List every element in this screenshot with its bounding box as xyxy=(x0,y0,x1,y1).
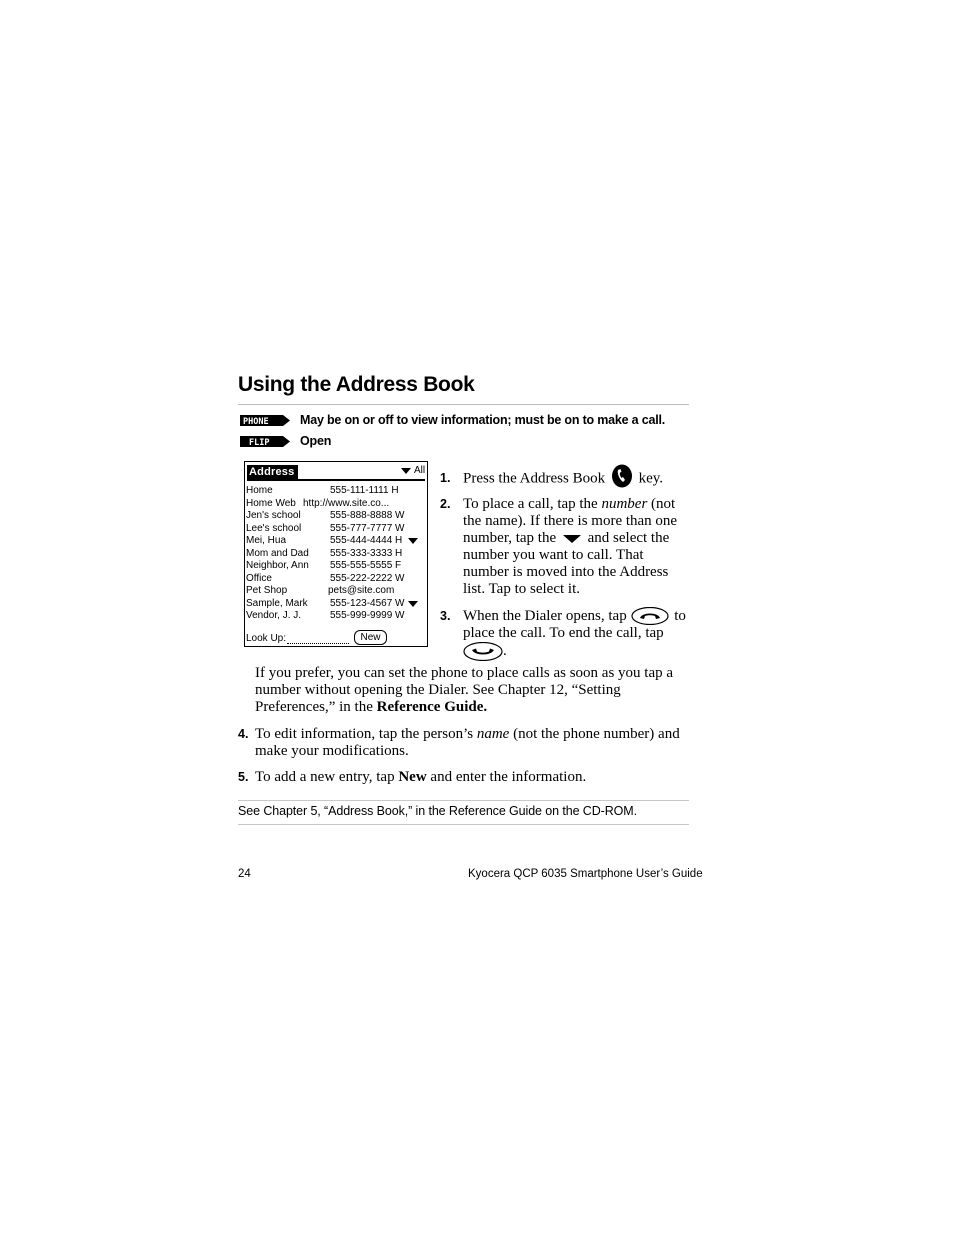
page-title: Using the Address Book xyxy=(238,373,475,396)
more-numbers-arrow-icon[interactable] xyxy=(408,601,418,607)
see-also-note: See Chapter 5, “Address Book,” in the Reference Guide on the CD-ROM. xyxy=(238,804,637,818)
see-also-divider-top xyxy=(238,800,689,801)
list-item[interactable]: Mei, Hua 555-444-4444 H xyxy=(246,535,426,547)
step-3-text: When the Dialer opens, tap to place the call. To end the call, tap . xyxy=(463,608,689,661)
new-button[interactable]: New xyxy=(354,630,387,645)
more-numbers-arrow-icon[interactable] xyxy=(408,538,418,544)
step-5-text: To add a new entry, tap New and enter the information. xyxy=(255,769,587,785)
step-4-text: To edit information, tap the person’s name (not the phone number) and make your modifications. xyxy=(255,726,680,759)
list-item[interactable]: Office 555-222-2222 W xyxy=(246,572,405,584)
step-2-text: To place a call, tap the number (not the name). If there is more than one number, tap the and select the number you want to call. That number is moved into the Address list. Tap to select it. xyxy=(463,496,678,597)
address-app-title: Address xyxy=(247,465,298,479)
header-underline xyxy=(247,479,425,481)
address-book-screenshot xyxy=(244,461,428,647)
list-item[interactable]: Pet Shop pets@site.com xyxy=(246,585,395,596)
list-item[interactable]: Neighbor, Ann 555-555-5555 F xyxy=(246,560,402,571)
list-item[interactable]: Sample, Mark 555-123-4567 W xyxy=(246,598,426,610)
list-item[interactable]: Jen's school 555-888-8888 W xyxy=(246,510,405,521)
step-number: 1. xyxy=(440,471,451,485)
end-call-button-icon xyxy=(463,642,503,661)
step-number: 2. xyxy=(440,497,451,511)
lookup-input[interactable] xyxy=(287,643,349,644)
list-item[interactable]: Home 555-111-1111 H xyxy=(246,485,399,496)
step-number: 5. xyxy=(238,770,249,784)
flip-requirement-text: Open xyxy=(300,434,332,448)
page-number: 24 xyxy=(238,868,251,880)
step-1-text: Press the Address Book key. xyxy=(463,470,689,488)
see-also-divider-bottom xyxy=(238,824,689,825)
flip-badge-text: FLIP xyxy=(249,438,270,447)
phone-badge-icon xyxy=(240,415,290,426)
dial-button-icon xyxy=(631,607,669,625)
step-number: 4. xyxy=(238,727,249,741)
footer-title: Kyocera QCP 6035 Smartphone User’s Guide xyxy=(468,868,703,880)
title-divider xyxy=(238,404,689,405)
flip-badge-icon xyxy=(240,436,290,447)
phone-requirement-text: May be on or off to view information; must be on to make a call. xyxy=(300,413,666,427)
tip-paragraph: If you prefer, you can set the phone to place calls as soon as you tap a number without opening the Dialer. See Chapter 12, “Setting Preferences,” in the Reference Guide. xyxy=(255,665,674,715)
phone-badge-text: PHONE xyxy=(243,417,269,426)
list-item[interactable]: Home Web http://www.site.co... xyxy=(246,497,390,509)
list-item[interactable]: Lee's school 555-777-7777 W xyxy=(246,522,405,534)
list-item[interactable]: Vendor, J. J. 555-999-9999 W xyxy=(246,610,405,621)
category-dropdown-arrow-icon[interactable] xyxy=(401,468,411,474)
category-selector[interactable]: All xyxy=(414,465,426,476)
list-item[interactable]: Mom and Dad 555-333-3333 H xyxy=(246,547,403,559)
address-book-key-icon xyxy=(611,464,633,488)
dropdown-arrow-icon xyxy=(562,534,582,544)
lookup-label: Look Up: xyxy=(246,633,287,644)
step-number: 3. xyxy=(440,609,451,623)
